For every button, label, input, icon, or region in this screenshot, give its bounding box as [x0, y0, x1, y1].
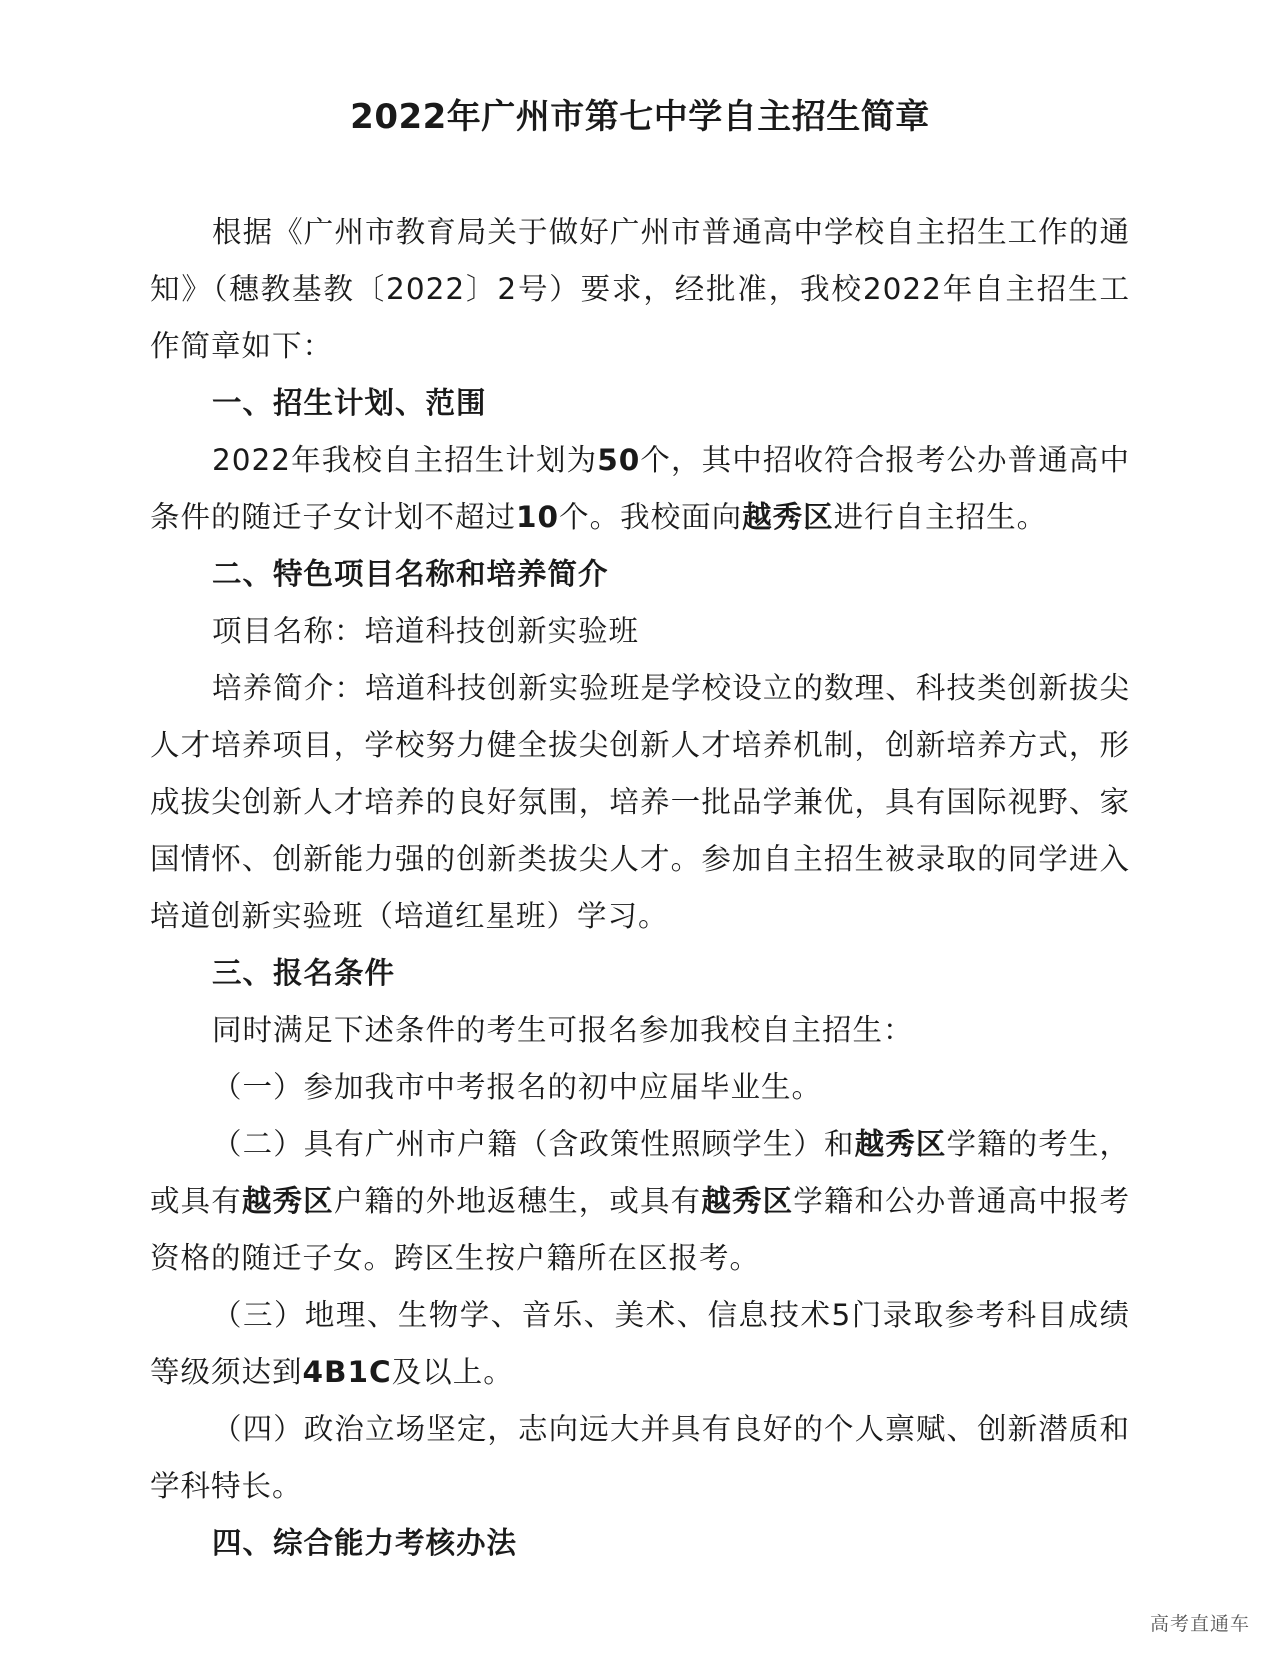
document-title: 2022年广州市第七中学自主招生简章 [350, 97, 930, 137]
training-intro-paragraph: 培养简介：培道科技创新实验班是学校设立的数理、科技类创新拔尖人才培养项目，学校努力健全拔尖创新人才培养机制，创新培养方式，形成拔尖创新人才培养的良好氛围，培养一批品学兼优，具有国际视野、家国情怀、创新能力强的创新类拔尖人才。参加自主招生被录取的同学进入培道创新实验班（培道红星班）学习。 [150, 671, 1130, 933]
quota-total: 50 [597, 443, 641, 477]
section-2-heading: 二、特色项目名称和培养简介 [212, 557, 609, 591]
text-segment: 学籍和公办普通高中报考资格的随迁子女。跨区生按户籍所在区报考。 [150, 1184, 1130, 1275]
grade-requirement: 4B1C [302, 1355, 392, 1389]
text-segment: 户籍的外地返穗生，或具有 [333, 1184, 702, 1218]
condition-4: （四）政治立场坚定，志向远大并具有良好的个人禀赋、创新潜质和学科特长。 [150, 1412, 1130, 1503]
text-segment: 及以上。 [391, 1355, 514, 1389]
section-1-heading: 一、招生计划、范围 [212, 386, 487, 420]
conditions-lead: 同时满足下述条件的考生可报名参加我校自主招生： [212, 1013, 914, 1047]
text-segment: （二）具有广州市户籍（含政策性照顾学生）和 [212, 1127, 855, 1161]
district-highlight: 越秀区 [701, 1184, 794, 1218]
text-segment: 个，其中招收符合报考公办普通高中条件的随迁子女计划不超过 [150, 443, 1130, 534]
district-highlight: 越秀区 [241, 1184, 334, 1218]
intro-paragraph: 根据《广州市教育局关于做好广州市普通高中学校自主招生工作的通知》（穗教基教〔2022〕2号）要求，经批准，我校2022年自主招生工作简章如下： [150, 215, 1130, 363]
section-4-heading: 四、综合能力考核办法 [212, 1526, 518, 1560]
project-name-paragraph: 项目名称：培道科技创新实验班 [212, 614, 640, 648]
watermark: 高考直通车 [1149, 1613, 1250, 1635]
district-highlight: 越秀区 [742, 500, 834, 534]
text-segment: 2022年我校自主招生计划为 [212, 443, 598, 477]
condition-1: （一）参加我市中考报名的初中应届毕业生。 [212, 1070, 823, 1104]
document-body [150, 204, 1130, 1572]
text-segment: 进行自主招生。 [833, 500, 1048, 534]
section-1-paragraph [150, 432, 1130, 546]
condition-3 [150, 1287, 1130, 1401]
text-segment: （三）地理、生物学、音乐、美术、信息技术5门录取参考科目成绩等级须达到 [150, 1298, 1130, 1389]
section-3-heading: 三、报名条件 [212, 956, 396, 990]
quota-migrant: 10 [516, 500, 560, 534]
condition-2 [150, 1116, 1130, 1287]
district-highlight: 越秀区 [854, 1127, 947, 1161]
text-segment: 学籍的考生，或具有 [150, 1127, 1130, 1218]
text-segment: 个。我校面向 [559, 500, 743, 534]
